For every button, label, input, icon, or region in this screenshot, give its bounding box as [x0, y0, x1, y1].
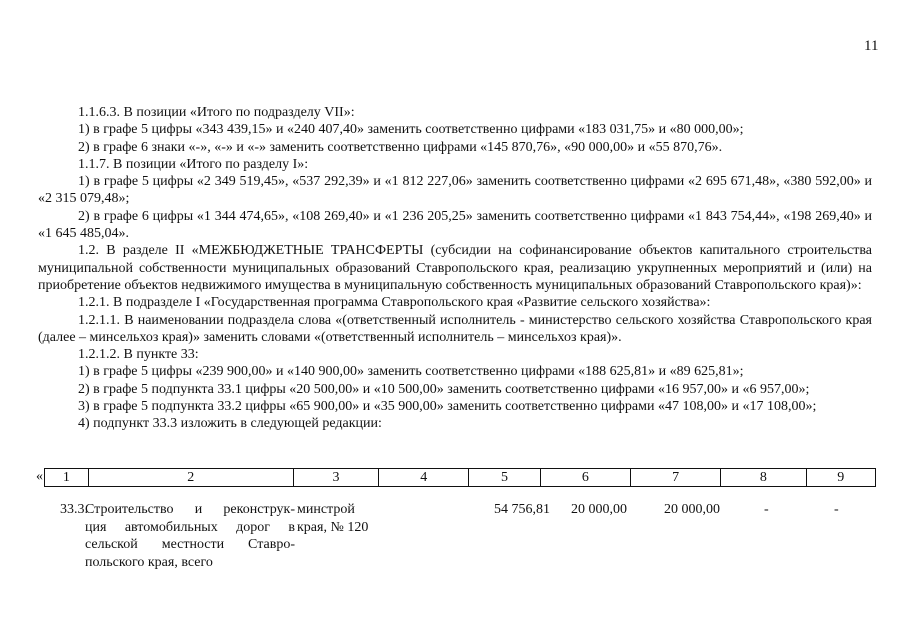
paragraph: 4) подпункт 33.3 изложить в следующей редакции:	[78, 416, 382, 432]
paragraph: 1.1.7. В позиции «Итого по разделу I»:	[78, 156, 309, 172]
responsible-executor	[297, 501, 383, 536]
value-col9: -	[834, 502, 839, 517]
column-numbers-table	[44, 468, 876, 487]
paragraph: 1.2. В разделе II «МЕЖБЮДЖЕТНЫЕ ТРАНСФЕРТЫ (субсидии на софинансирование объектов капитального строительства муниципальной собственности муниципальных образований Ставропольского края, реализацию укрупненных мероприятий и (или) на приобретение объектов недвижимого имущества в муниципальную собственность муниципальных образований Ставропольского края)»:	[38, 243, 872, 293]
column-number: 7	[630, 469, 720, 487]
item-name-line: Строительство и реконструк-	[85, 502, 295, 517]
responsible-line: края, № 120	[297, 519, 369, 535]
paragraph: 1) в графе 5 цифры «2 349 519,45», «537 292,39» и «1 812 227,06» заменить соответственно цифрами «2 695 671,48», «380 592,00» и «2 315 079,48»;	[38, 174, 872, 207]
paragraph: 1.2.1. В подразделе I «Государственная программа Ставропольского края «Развитие сельского хозяйства»:	[78, 295, 711, 311]
item-name-line: ция автомобильных дорог в	[85, 519, 295, 535]
item-name-line: польского края, всего	[85, 554, 213, 570]
item-name-line: сельской местности Ставро-	[85, 537, 295, 552]
column-number: 8	[721, 469, 806, 487]
opening-quote: «	[36, 469, 43, 484]
value-col7: 20 000,00	[664, 502, 720, 517]
column-number: 3	[293, 469, 378, 487]
column-number: 6	[540, 469, 630, 487]
document-body	[38, 104, 872, 433]
paragraph: 1.2.1.2. В пункте 33:	[78, 347, 199, 363]
item-name	[85, 501, 295, 571]
column-number: 4	[379, 469, 469, 487]
page-number: 11	[864, 38, 879, 54]
value-col8: -	[764, 502, 769, 517]
table-header-row	[36, 468, 876, 487]
responsible-line: минстрой	[297, 502, 355, 517]
column-number: 9	[806, 469, 876, 487]
paragraph: 1) в графе 5 цифры «343 439,15» и «240 407,40» заменить соответственно цифрами «183 031,75» и «80 000,00»;	[78, 122, 744, 138]
paragraph: 1) в графе 5 цифры «239 900,00» и «140 900,00» заменить соответственно цифрами «188 625,81» и «89 625,81»;	[78, 364, 744, 380]
paragraph: 3) в графе 5 подпункта 33.2 цифры «65 900,00» и «35 900,00» заменить соответственно цифрами «47 108,00» и «17 108,00»;	[78, 399, 817, 415]
paragraph: 2) в графе 5 подпункта 33.1 цифры «20 500,00» и «10 500,00» заменить соответственно цифрами «16 957,00» и «6 957,00»;	[78, 381, 810, 397]
column-number: 2	[88, 469, 293, 487]
column-number: 5	[469, 469, 540, 487]
value-col6: 20 000,00	[571, 502, 627, 517]
item-number: 33.3.	[60, 502, 88, 517]
paragraph: 1.2.1.1. В наименовании подраздела слова «(ответственный исполнитель - министерство сельского хозяйства Ставропольского края (далее – минсельхоз края)» заменить словами «(ответственный исполнитель – минсельхоз края)».	[38, 312, 872, 345]
value-col5: 54 756,81	[494, 502, 550, 517]
paragraph: 1.1.6.3. В позиции «Итого по подразделу VII»:	[78, 105, 355, 120]
paragraph: 2) в графе 6 цифры «1 344 474,65», «108 269,40» и «1 236 205,25» заменить соответственно цифрами «1 843 754,44», «198 269,40» и «1 645 485,04».	[38, 208, 872, 242]
column-number: 1	[45, 469, 89, 487]
paragraph: 2) в графе 6 знаки «-», «-» и «-» заменить соответственно цифрами «145 870,76», «90 000,00» и «55 870,76».	[78, 139, 723, 155]
